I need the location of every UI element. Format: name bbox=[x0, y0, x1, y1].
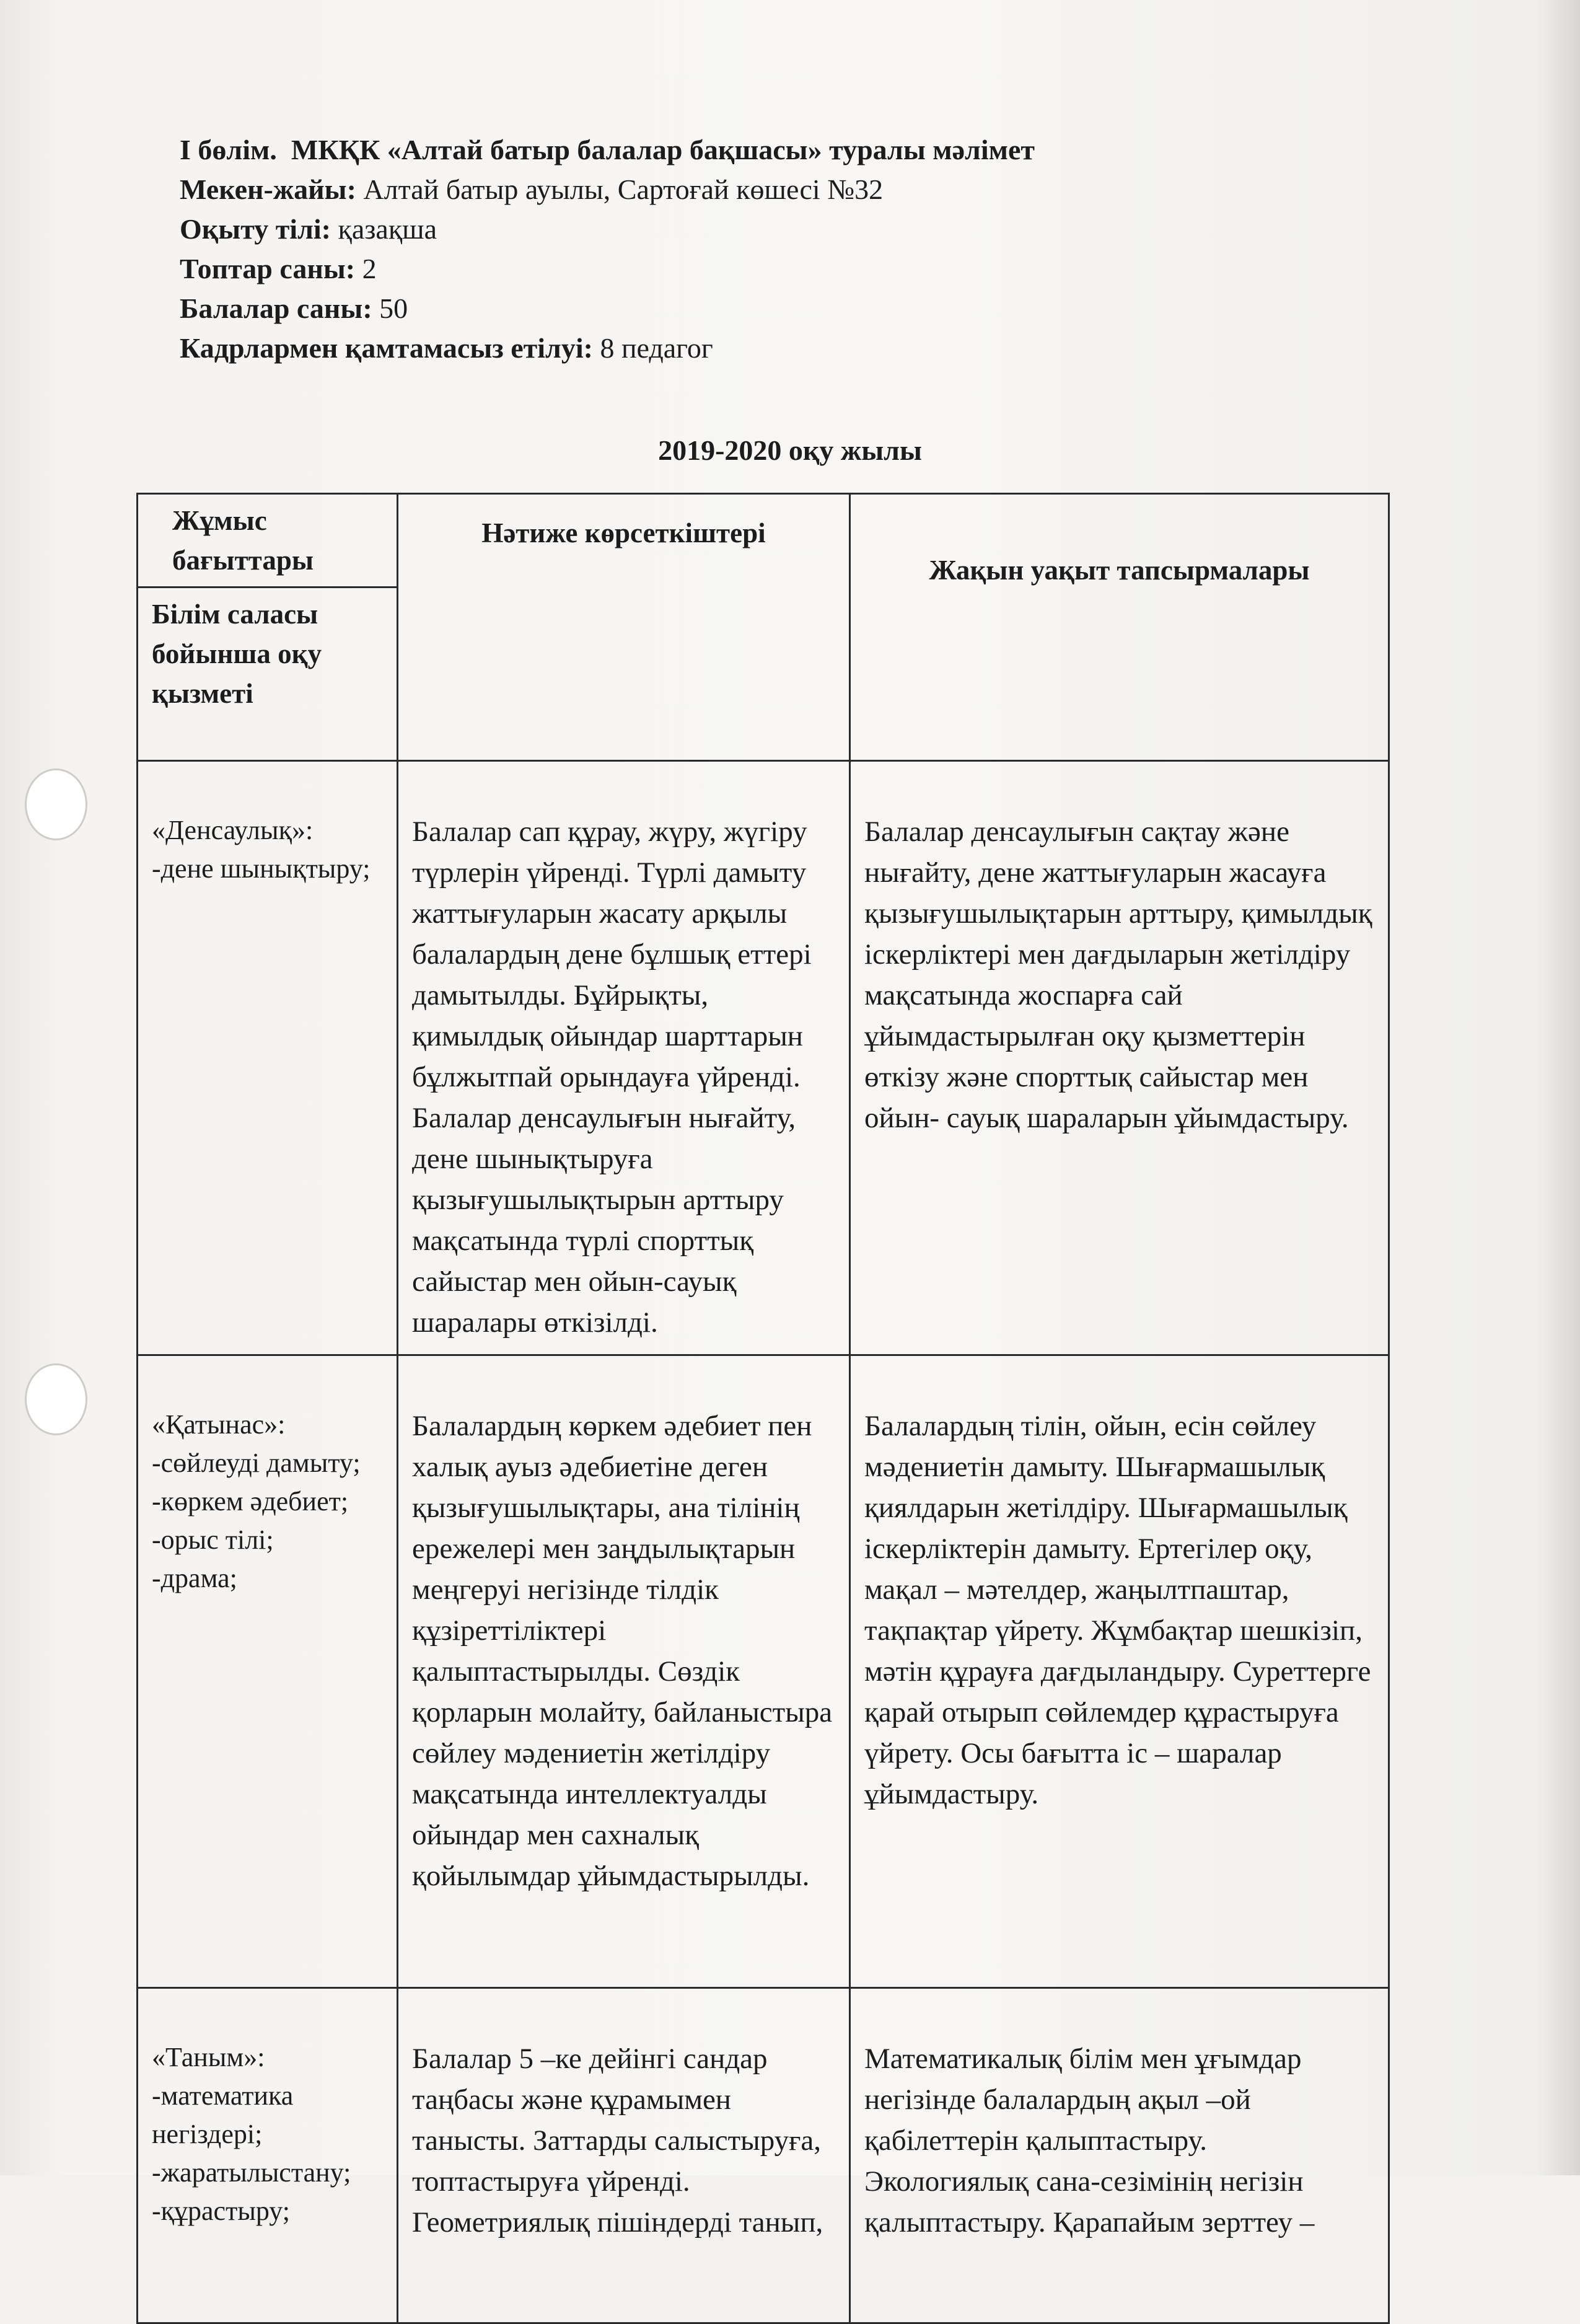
area-cell bbox=[138, 761, 398, 1355]
area-line: -дене шынықтыру; bbox=[152, 853, 371, 884]
address-value: Алтай батыр ауылы, Сартоғай көшесі №32 bbox=[363, 174, 884, 205]
tasks-cell: Балалардың тілін, ойын, есін сөйлеу мәдениетін дамыту. Шығармашылық қиялдарын жетілдіру. Шығармашылық іскерліктерін дамыту. Ертегілер оқу, мақал – мәтелдер, жаңылтпаштар, тақпақтар үйрету. Жұмбақтар шешкізіп, мәтін құрауға дағдыландыру. Суреттерге қарай отырып сөйлемдер құрастыруға үйрету. Осы бағытта іс – шаралар ұйымдастыру. bbox=[850, 1355, 1389, 1988]
area-line: «Қатынас»: bbox=[152, 1409, 286, 1440]
tasks-cell: Балалар денсаулығын сақтау және нығайту, дене жаттығуларын жасауға қызығушылықтарын арттыру, қимылдық іскерліктері мен дағдыларын жетілдіру мақсатында жоспарға сай ұйымдастырылған оқу қызметтерін өткізу және спорттық сайыстар мен ойын- сауық шараларын ұйымдастыру. bbox=[850, 761, 1389, 1355]
punch-hole bbox=[25, 768, 87, 840]
header-results: Нәтиже көрсеткіштері bbox=[398, 494, 850, 761]
children-value: 50 bbox=[379, 293, 408, 324]
info-title-row bbox=[180, 130, 1357, 170]
info-title-label: I бөлім. bbox=[180, 134, 277, 165]
header-cell-directions bbox=[138, 494, 398, 761]
results-cell: Балалар 5 –ке дейінгі сандар таңбасы және құрамымен танысты. Заттарды салыстыруға, топтастыруға үйренді. Геометриялық пішіндерді танып, bbox=[398, 1988, 850, 2323]
address-label: Мекен-жайы: bbox=[180, 174, 356, 205]
info-children-row bbox=[180, 289, 1357, 328]
work-directions-table bbox=[136, 493, 1390, 2324]
area-line: -құрастыру; bbox=[152, 2196, 290, 2226]
punch-hole bbox=[25, 1363, 87, 1435]
info-groups-row bbox=[180, 249, 1357, 289]
area-line: -жаратылыстану; bbox=[152, 2157, 351, 2188]
groups-value: 2 bbox=[362, 253, 377, 284]
area-line: «Денсаулық»: bbox=[152, 815, 314, 845]
tasks-cell: Математикалық білім мен ұғымдар негізінде балалардың ақыл –ой қабілеттерін қалыптастыру. Экологиялық сана-сезімінің негізін қалыптастыру. Қарапайым зерттеу – bbox=[850, 1988, 1389, 2323]
area-cell bbox=[138, 1988, 398, 2323]
table-row bbox=[138, 1988, 1389, 2323]
area-line: -математика негіздері; bbox=[152, 2080, 294, 2149]
language-value: қазақша bbox=[338, 213, 437, 245]
info-address-row bbox=[180, 170, 1357, 209]
language-label: Оқыту тілі: bbox=[180, 213, 331, 245]
info-title-text: МКҚК «Алтай батыр балалар бақшасы» туралы мәлімет bbox=[291, 134, 1035, 165]
academic-year-title: 2019-2020 оқу жылы bbox=[658, 434, 922, 466]
header-tasks: Жақын уақыт тапсырмалары bbox=[850, 494, 1389, 761]
info-language-row bbox=[180, 209, 1357, 249]
header-activity-area: Білім саласы бойынша оқу қызметі bbox=[152, 599, 322, 709]
results-cell: Балалардың көркем әдебиет пен халық ауыз әдебиетіне деген қызығушылықтары, ана тілінің ережелері мен заңдылықтарын меңгеруі негізінде тілдік құзіреттіліктері қалыптастырылды. Сөздік қорларын молайту, байланыстыра сөйлеу мәдениетін жетілдіру мақсатында интеллектуалды ойындар мен сахналық қойылымдар ұйымдастырылды. bbox=[398, 1355, 850, 1988]
results-cell: Балалар сап құрау, жүру, жүгіру түрлерін үйренді. Түрлі дамыту жаттығуларын жасату арқылы балалардың дене бұлшық еттері дамытылды. Бұйрықты, қимылдық ойындар шарттарын бұлжытпай орындауға үйренді. Балалар денсаулығын нығайту, дене шынықтыруға қызығушылықтырын арттыру мақсатында түрлі спорттық сайыстар мен ойын-сауық шаралары өткізілді. bbox=[398, 761, 850, 1355]
staff-label: Кадрлармен қамтамасыз етілуі: bbox=[180, 332, 593, 364]
table-row bbox=[138, 761, 1389, 1355]
table-row bbox=[138, 1355, 1389, 1988]
area-line: «Таным»: bbox=[152, 2042, 265, 2072]
children-label: Балалар саны: bbox=[180, 293, 372, 324]
page-edge-shadow bbox=[1537, 0, 1580, 2175]
area-line: -сөйлеуді дамыту; bbox=[152, 1448, 361, 1478]
table-header-row bbox=[138, 494, 1389, 761]
area-line: -драма; bbox=[152, 1563, 237, 1593]
header-work-directions: Жұмыс бағыттары bbox=[138, 495, 397, 588]
staff-value: 8 педагог bbox=[600, 332, 713, 364]
area-line: -көркем әдебиет; bbox=[152, 1486, 349, 1516]
kindergarten-info bbox=[180, 130, 1357, 368]
groups-label: Топтар саны: bbox=[180, 253, 356, 284]
info-staff-row bbox=[180, 328, 1357, 368]
area-cell bbox=[138, 1355, 398, 1988]
area-line: -орыс тілі; bbox=[152, 1525, 274, 1555]
